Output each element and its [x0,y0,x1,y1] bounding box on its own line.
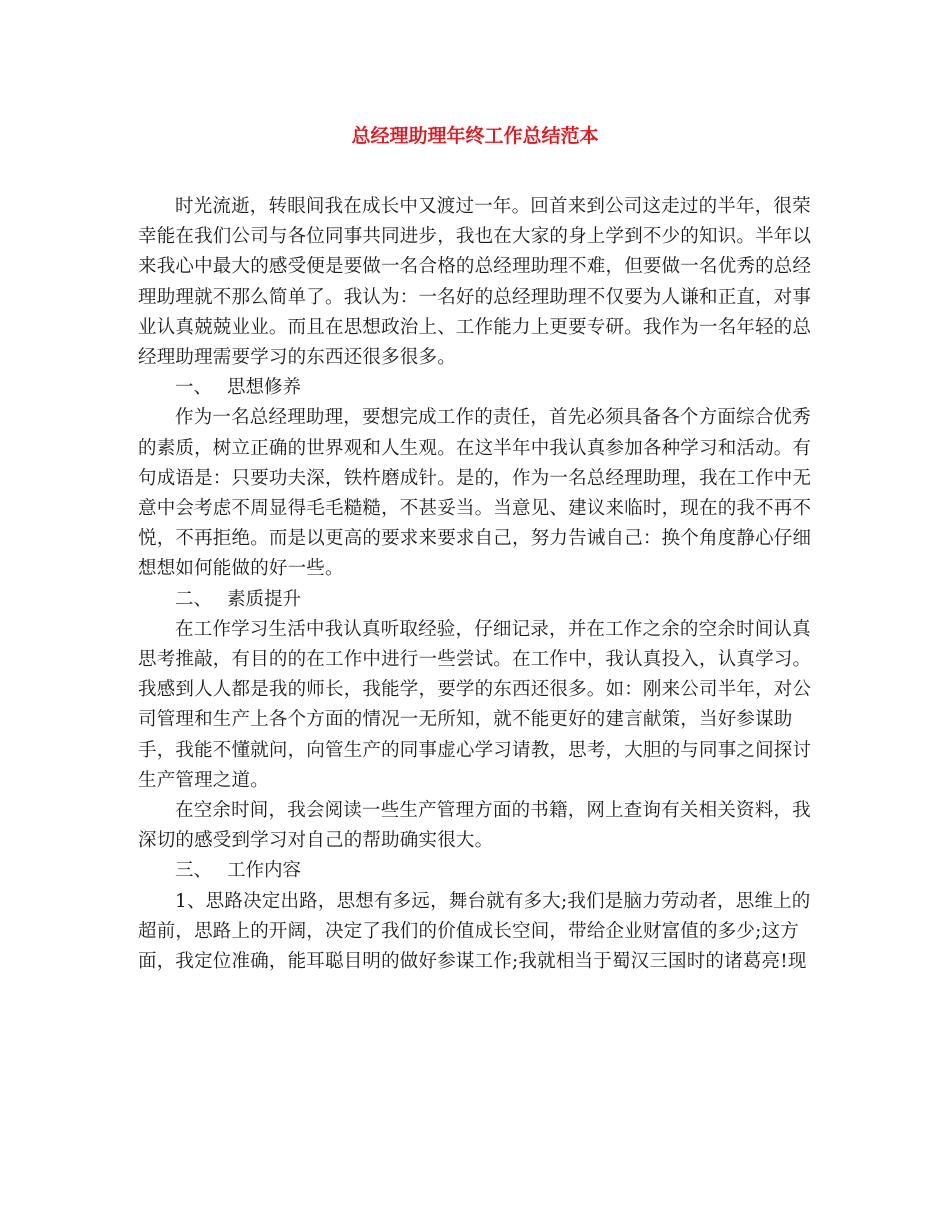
section-heading-text: 思想修养 [227,377,302,399]
section-heading-1 [138,373,814,403]
section-number: 二、 [175,588,213,610]
section-heading-3 [138,856,814,886]
paragraph-intro: 时光流逝，转眼间我在成长中又渡过一年。回首来到公司这走过的半年，很荣幸能在我们公司与各位同事共同进步，我也在大家的身上学到不少的知识。半年以来我心中最大的感受便是要做一名合格的总经理助理不难，但要做一名优秀的总经理助理就不那么简单了。我认为：一名好的总经理助理不仅要为人谦和正直，对事业认真兢兢业业。而且在思想政治上、工作能力上更要专研。我作为一名年轻的总经理助理需要学习的东西还很多很多。 [138,196,812,369]
paragraph-section-2a: 在工作学习生活中我认真听取经验，仔细记录，并在工作之余的空余时间认真思考推敲，有目的的在工作中进行一些尝试。在工作中，我认真投入，认真学习。我感到人人都是我的师长，我能学，要学的东西还很多。如：刚来公司半年，对公司管理和生产上各个方面的情况一无所知，就不能更好的建言献策，当好参谋助手，我能不懂就问，向管生产的同事虚心学习请教，思考，大胆的与同事之间探讨生产管理之道。 [138,618,812,791]
section-number: 三、 [175,860,213,882]
paragraph-section-1: 作为一名总经理助理，要想完成工作的责任，首先必须具备各个方面综合优秀的素质，树立正确的世界观和人生观。在这半年中我认真参加各种学习和活动。有句成语是：只要功夫深，铁杵磨成针。是的，作为一名总经理助理，我在工作中无意中会考虑不周显得毛毛糙糙，不甚妥当。当意见、建议来临时，现在的我不再不悦，不再拒绝。而是以更高的要求来要求自己，努力告诫自己：换个角度静心仔细想想如何能做的好一些。 [138,407,812,580]
section-heading-text: 素质提升 [227,588,302,610]
document-title: 总经理助理年终工作总结范本 [351,125,599,147]
section-heading-text: 工作内容 [227,860,302,882]
section-heading-2 [138,585,814,615]
paragraph-section-2b: 在空余时间，我会阅读一些生产管理方面的书籍，网上查询有关相关资料，我深切的感受到学习对自己的帮助确实很大。 [138,800,811,852]
document-body [138,192,814,977]
section-number: 一、 [175,377,213,399]
paragraph-section-3: 1、思路决定出路，思想有多远，舞台就有多大;我们是脑力劳动者，思维上的超前，思路上的开阔，决定了我们的价值成长空间，带给企业财富值的多少;这方面，我定位准确，能耳聪目明的做好参谋工作;我就相当于蜀汉三国时的诸葛亮!现 [138,890,811,973]
